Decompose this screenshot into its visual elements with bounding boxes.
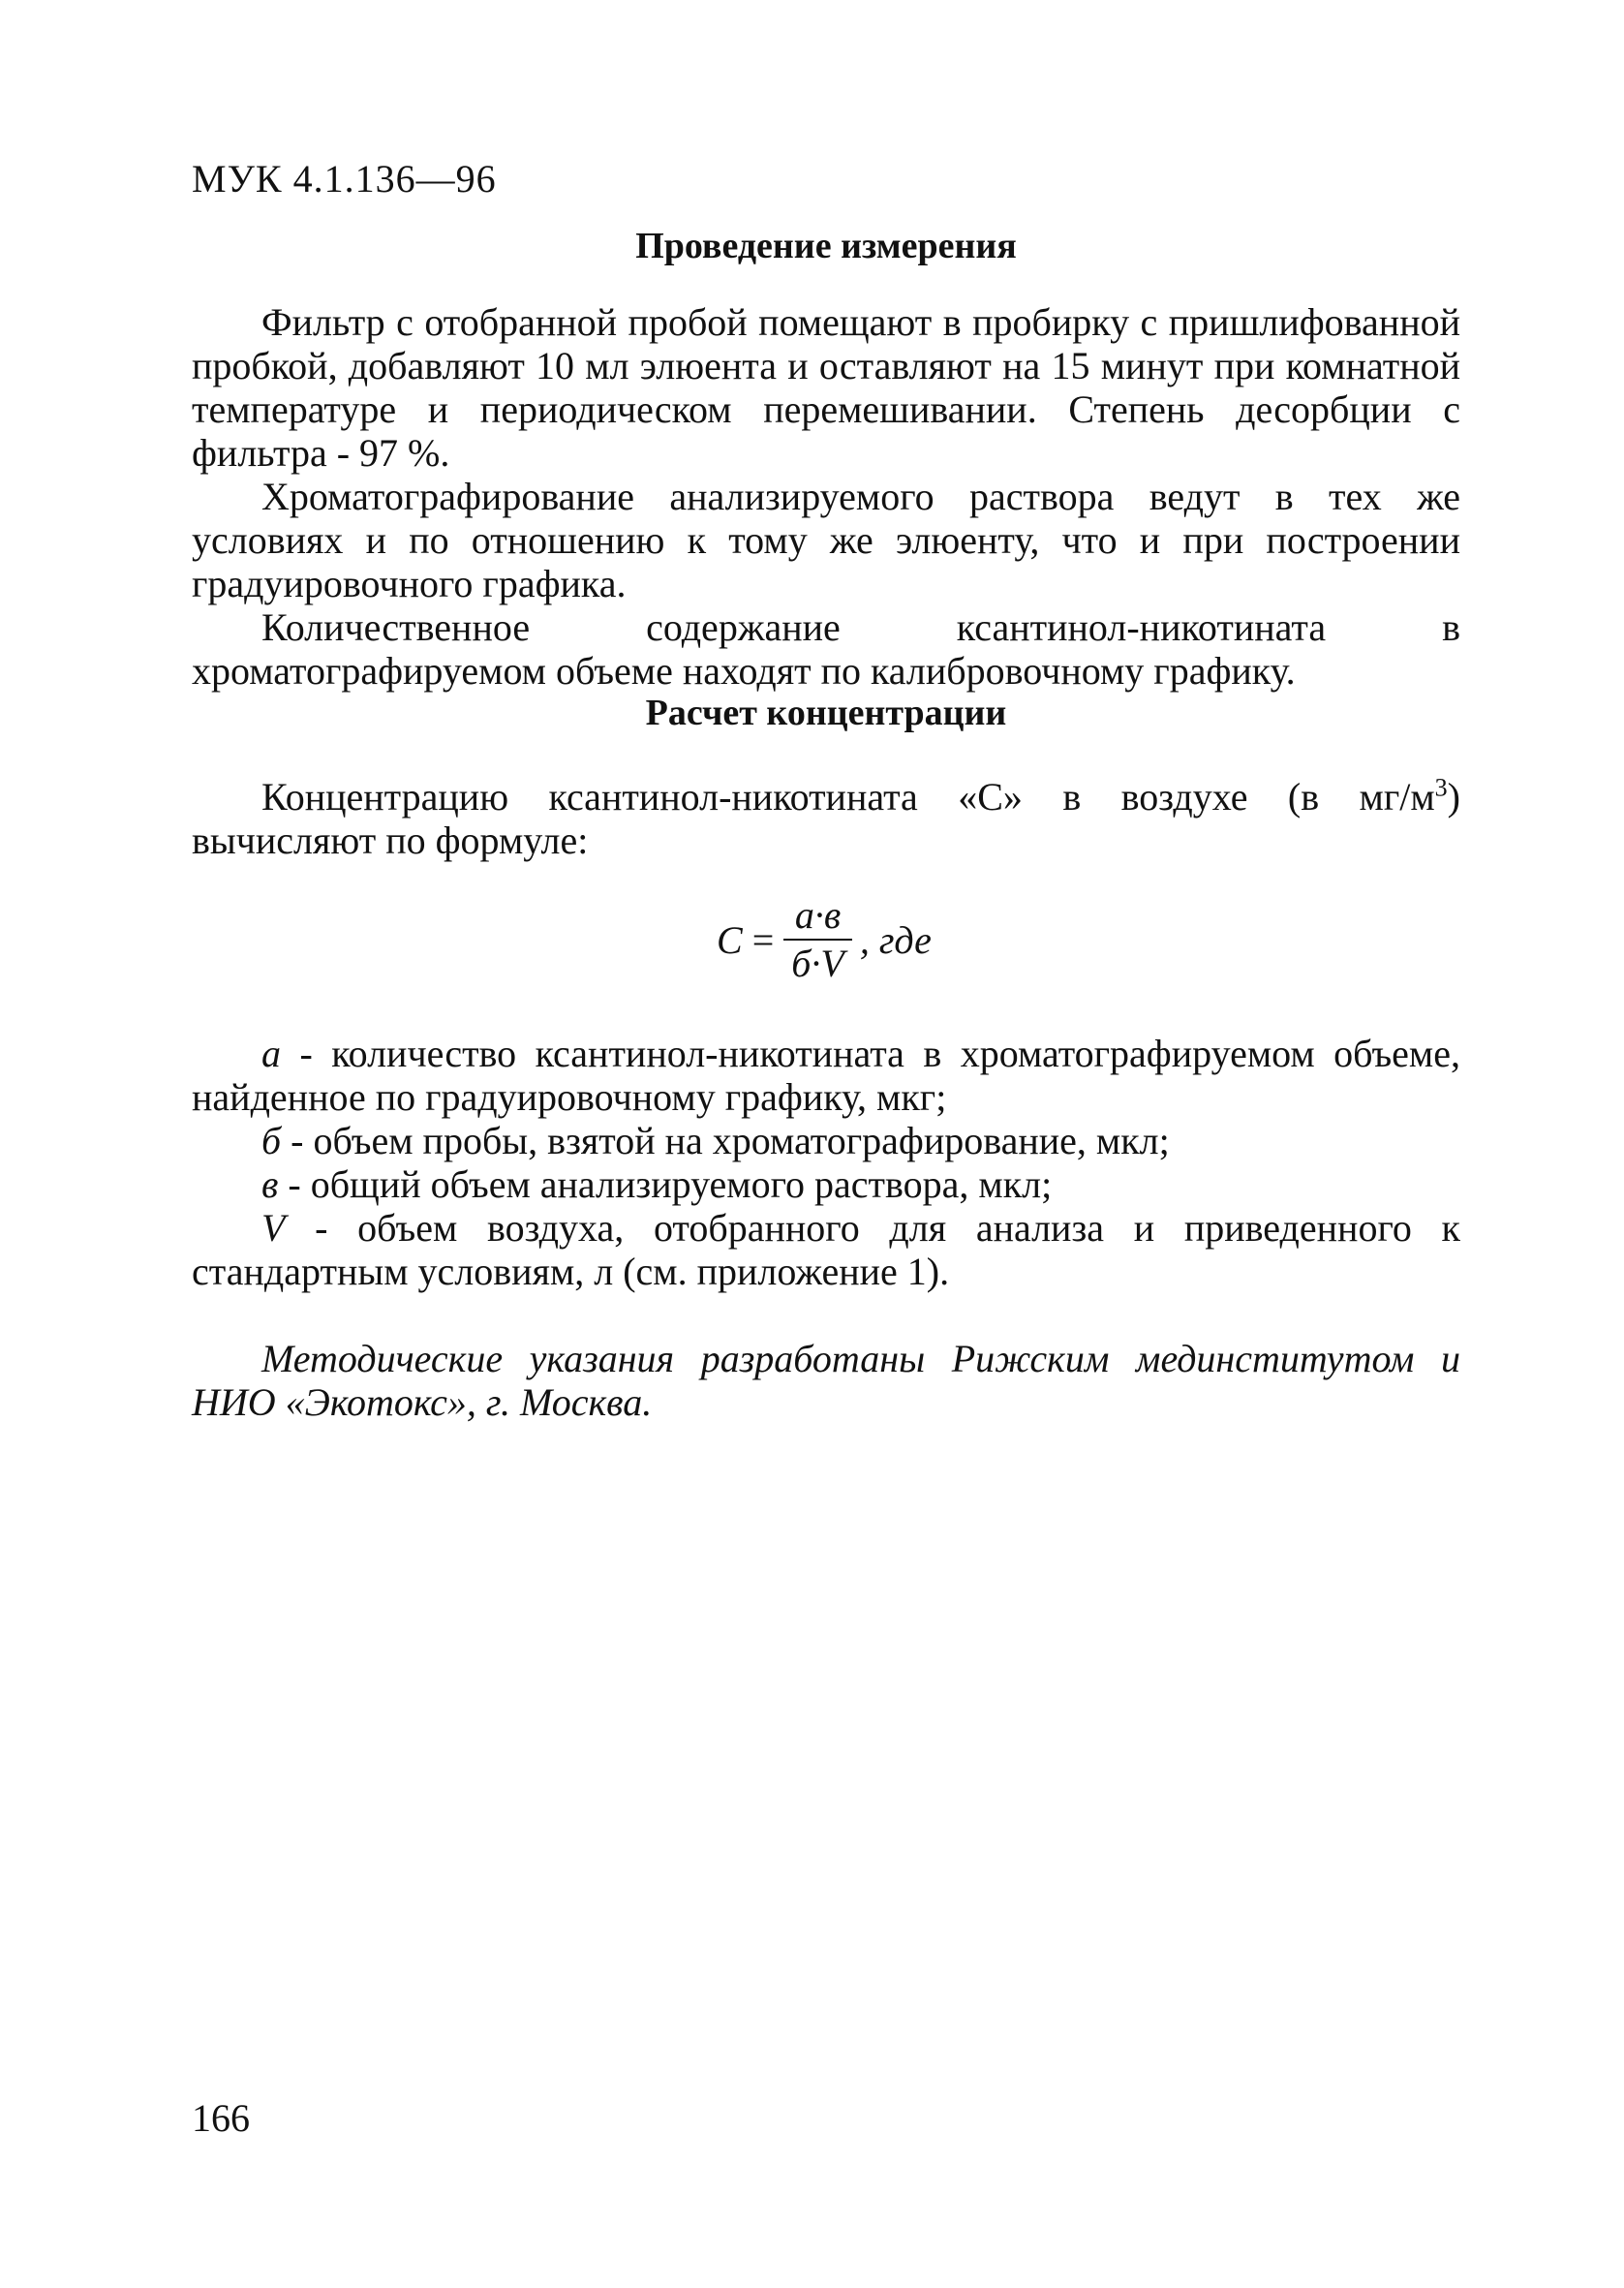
- authorship-note-text: Методические указания разработаны Рижским мединститутом и НИО «Экотокс», г. Москва.: [192, 1337, 1460, 1424]
- authorship-note: [192, 1337, 1460, 1424]
- section-heading-measurement: Проведение измерения: [635, 226, 1017, 266]
- legend-variable: а: [261, 1032, 281, 1075]
- legend-item-volume: [192, 1206, 1460, 1293]
- legend-description: - общий объем анализируемого раствора, мкл;: [278, 1162, 1053, 1206]
- paragraph-chromatography: Хроматографирование анализируемого раствора ведут в тех же условиях и по отношению к тому же элюенту, что и при построении градуировочного графика.: [192, 475, 1460, 605]
- intro-text: Концентрацию ксантинол-никотината «С» в воздухе (в мг/м: [261, 775, 1435, 819]
- intro-text-end: ) вычисляют по формуле:: [192, 775, 1460, 862]
- concentration-formula: [717, 893, 932, 985]
- superscript-cubic: 3: [1434, 773, 1448, 802]
- formula-equals: =: [751, 917, 775, 962]
- legend-item-v: [192, 1162, 1460, 1206]
- legend-description: - объем воздуха, отобранного для анализа и приведенного к стандартным условиям, л (см. приложение 1).: [192, 1206, 1460, 1293]
- document-code: МУК 4.1.136—96: [192, 157, 497, 201]
- formula-numerator: а·в: [794, 893, 842, 937]
- page-number: 166: [192, 2096, 250, 2140]
- paragraph-filter: Фильтр с отобранной пробой помещают в пробирку с пришлифованной пробкой, добавляют 10 мл элюента и оставляют на 15 минут при комнатной температуре и периодическом перемешивании. Степень десорбции с фильтра - 97 %.: [192, 300, 1460, 475]
- legend-item-a: [192, 1032, 1460, 1119]
- formula-fraction: [783, 893, 852, 985]
- formula-denominator: б·V: [791, 942, 844, 985]
- paragraph-quantity: Количественное содержание ксантинол-никотината в хроматографируемом объеме находят по калибровочному графику.: [192, 605, 1460, 693]
- section-heading-calculation: Расчет концентрации: [645, 693, 1007, 733]
- legend-variable: V: [261, 1206, 286, 1250]
- formula-where: , где: [859, 917, 932, 962]
- paragraph-concentration-intro: [192, 775, 1460, 862]
- formula-legend: [192, 1032, 1460, 1293]
- legend-description: - объем пробы, взятой на хроматографирование, мкл;: [281, 1119, 1170, 1162]
- legend-item-b: [192, 1119, 1460, 1162]
- legend-variable: б: [261, 1119, 282, 1162]
- legend-description: - количество ксантинол-никотината в хроматографируемом объеме, найденное по градуировочному графику, мкг;: [192, 1032, 1460, 1119]
- formula-lhs: С: [717, 917, 743, 962]
- section-calculation: [192, 690, 1460, 862]
- section-measurement: [192, 223, 1460, 693]
- legend-variable: в: [261, 1162, 279, 1206]
